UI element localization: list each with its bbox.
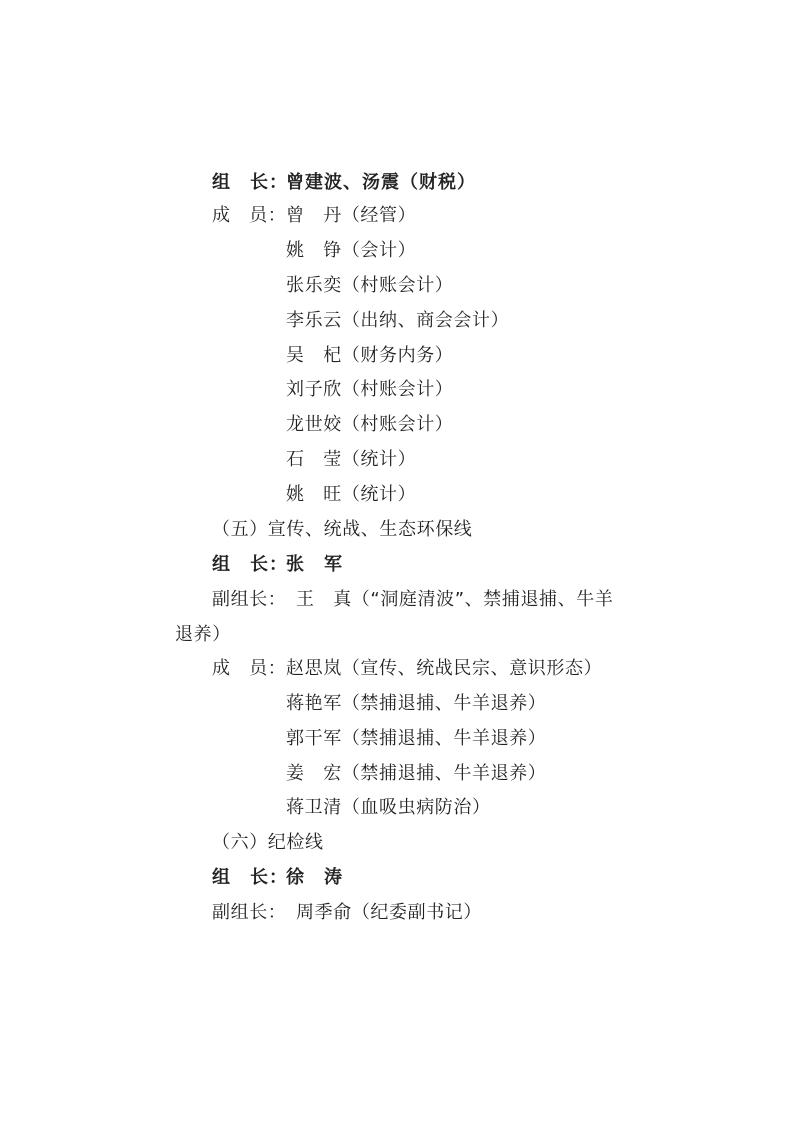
section5-deputy-continuation: 退养）	[175, 624, 231, 645]
member-name: 曾 丹	[286, 205, 342, 226]
member-name: 赵思岚	[286, 658, 342, 679]
member-note: （经管）	[341, 205, 417, 226]
member-name: 姚 旺	[286, 484, 342, 505]
members-label: 成 员：	[212, 658, 287, 679]
deputy-text: 王 真（“洞庭清波”、禁捕退捕、牛羊	[296, 589, 614, 610]
section6-heading: （六）纪检线	[212, 832, 324, 853]
member-note: （村账会计）	[341, 379, 454, 400]
section4-member-row	[286, 273, 453, 299]
section5-member-row	[286, 761, 546, 787]
member-note: （禁捕退捕、牛羊退养）	[341, 693, 547, 714]
member-name: 张乐奕	[286, 275, 342, 296]
section5-member-row	[212, 656, 602, 682]
leader-names: 曾建波、汤震（财税）	[286, 172, 476, 193]
section5-leader-line	[212, 552, 343, 578]
member-name: 蒋艳军	[286, 693, 342, 714]
section4-member-row	[286, 482, 416, 508]
leader-label: 组 长：	[212, 554, 288, 575]
section4-member-row	[286, 412, 453, 438]
member-note: （宣传、统战民宗、意识形态）	[341, 658, 603, 679]
section5-member-row	[286, 726, 546, 752]
member-note: （村账会计）	[341, 275, 454, 296]
member-note: （统计）	[341, 484, 417, 505]
member-name: 蒋卫清	[286, 797, 342, 818]
section4-member-row	[286, 308, 509, 334]
member-note: （禁捕退捕、牛羊退养）	[341, 728, 547, 749]
section4-member-row	[286, 238, 416, 264]
deputy-note: （纪委副书记）	[351, 902, 483, 923]
member-name: 石 莹	[286, 449, 342, 470]
member-note: （会计）	[341, 240, 417, 261]
deputy-label: 副组长：	[212, 902, 287, 923]
section5-member-row	[286, 691, 546, 717]
section5-heading: （五）宣传、统战、生态环保线	[212, 519, 473, 540]
member-name: 吴 杞	[286, 345, 342, 366]
leader-label: 组 长：	[212, 172, 288, 193]
member-name: 刘子欣	[286, 379, 342, 400]
member-note: （村账会计）	[341, 414, 454, 435]
section5-deputy-line	[212, 587, 613, 613]
section6-deputy-line	[212, 900, 482, 926]
member-name: 姜 宏	[286, 763, 342, 784]
deputy-label: 副组长：	[212, 589, 287, 610]
member-note: （财务内务）	[341, 345, 454, 366]
section4-member-row	[286, 447, 416, 473]
member-note: （统计）	[341, 449, 417, 470]
leader-label: 组 长：	[212, 867, 288, 888]
deputy-name: 周季俞	[296, 902, 352, 923]
member-name: 郭干军	[286, 728, 342, 749]
member-name: 李乐云	[286, 310, 342, 331]
section5-member-row	[286, 795, 491, 821]
section4-member-row	[212, 203, 416, 229]
leader-name: 徐 涛	[286, 867, 343, 888]
section4-member-row	[286, 377, 453, 403]
member-name: 姚 铮	[286, 240, 342, 261]
members-label: 成 员：	[212, 205, 287, 226]
member-note: （出纳、商会会计）	[341, 310, 510, 331]
leader-name: 张 军	[286, 554, 343, 575]
member-note: （禁捕退捕、牛羊退养）	[341, 763, 547, 784]
section4-member-row	[286, 343, 453, 369]
member-note: （血吸虫病防治）	[341, 797, 491, 818]
section4-leader-line	[212, 170, 476, 196]
member-name: 龙世姣	[286, 414, 342, 435]
section6-leader-line	[212, 865, 343, 891]
